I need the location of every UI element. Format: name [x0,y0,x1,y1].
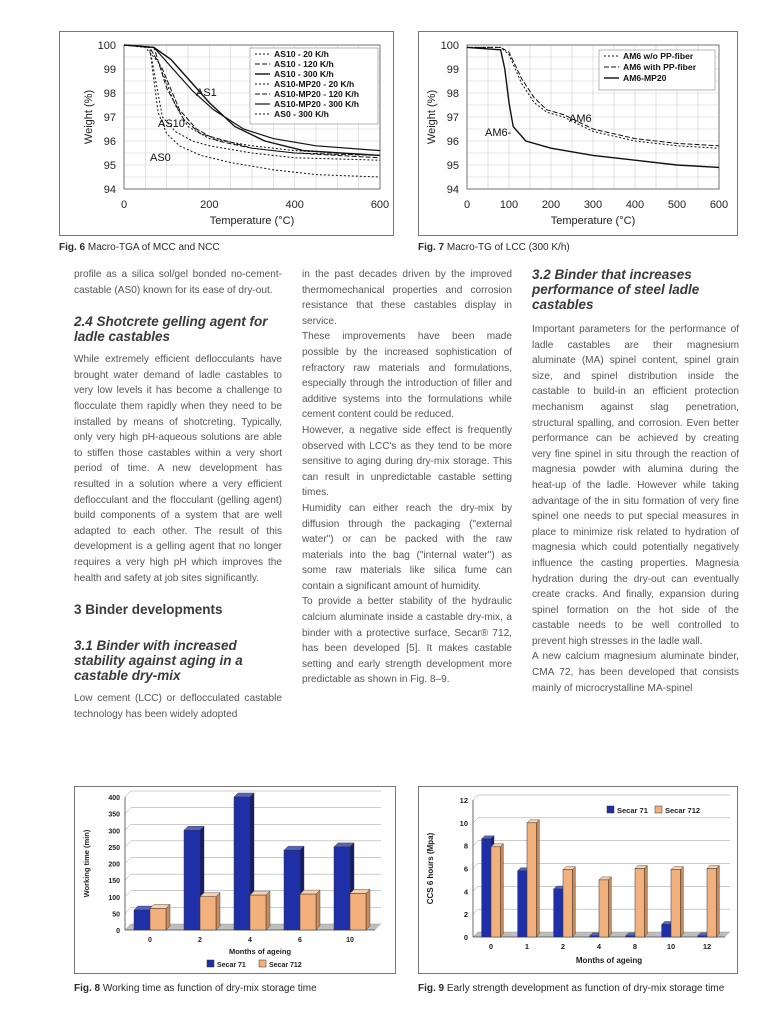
y-tick-label: 150 [108,878,120,886]
column-2 [302,267,512,688]
y-axis-label: CCS 6 hours (Mpa) [426,832,435,905]
curve-label: AS1 [196,87,217,99]
y-tick-label: 97 [446,112,459,124]
paragraph: Important parameters for the performance of ladle castables are their magnesium aluminate (MA) spinel content, spinel grain size, and spinel distribution inside the castable to build-in an efficient protection mechanism against slag penetration, structural spalling, and corrosion. Even better performance can be achieved by creating very fine spinel in situ through the reaction of magnesia powder with alumina during the heat-up of the ladle. However while taking advantage of the in situ formation of very fine spinel one needs to put special measures in place to minimize risk related to hydration of magnesia which could potentially negatively influence the casting properties. Magnesia hydration during the dry-out can eventually create cracks. And finally, expansion during spinel formation on the hot side of the castable needs to be well controlled to prevent high stresses in the ladle wall. [532,324,739,647]
x-axis-label: Temperature (°C) [209,215,295,227]
paragraph: While extremely efficient deflocculants have brought water demand of ladle castables to very low levels it has become a challenge to flocculate them rapidly when they need to be installed by means of shotcreting. Typically, only very high pH-aqueous solutions are able to stiffen those castables within a very short period of time. A new development has resulted in a solution where a very efficient deflocculant and the flocculant (gelling agent) build components of a system that are well adapted to each other. The result of this development is a gelling agent that no longer requires a very high pH which improves the health and safety at job sites significantly. [74,354,282,584]
bar-side [572,867,575,937]
x-axis-label: Temperature (°C) [550,215,636,227]
figure-6 [59,31,394,236]
legend-swatch [655,806,662,813]
paragraph: A new calcium magnesium aluminate binder, CMA 72, has been developed that consists mainly of microcrystalline MA-spinel [532,651,739,694]
x-tick-label: 0 [120,199,128,211]
x-tick-label: 0 [488,942,494,951]
x-tick-label: 2 [198,937,202,944]
bar-side [266,891,270,930]
legend-entry: AM6 with PP-fiber [623,62,697,72]
bar [671,870,680,937]
bar [482,839,491,937]
y-tick-label: 100 [97,40,116,52]
y-tick-label: 6 [463,864,468,874]
y-axis-label: Weight (%) [426,89,438,145]
bar [334,847,350,930]
caption-fig9-text: Early strength development as function of dry-mix storage time [446,983,725,994]
legend-entry: Secar 712 [269,962,302,969]
bar [184,830,200,930]
bar [599,880,608,937]
y-tick-label: 94 [446,184,459,196]
legend-swatch [607,806,614,813]
x-tick-label: 10 [346,937,354,944]
caption-fig8 [74,982,317,995]
grid-line [125,808,131,814]
y-tick-label: 0 [463,933,468,942]
x-tick-label: 4 [596,942,602,951]
curve-label: AS10 [158,118,185,130]
grid-line [473,909,478,914]
legend-entry: AS10-MP20 - 120 K/h [274,89,360,99]
caption-fig7 [418,241,570,254]
caption-fig9 [418,982,738,995]
bar-side [216,893,220,930]
paragraph: in the past decades driven by the improved thermomechanical properties and corrosion resistance that these castables display in service. [302,269,512,327]
paragraph: Humidity can either reach the dry-mix by diffusion through the packaging ("external water") or can be packed with the raw materials into the bag ("internal water") as some raw materials like silica fume can contain a significant amount of humidity. [302,502,512,592]
y-tick-label: 96 [103,136,116,148]
chart-fig6 [60,32,393,235]
y-tick-label: 12 [459,796,468,805]
bar [284,850,300,930]
caption-fig6 [59,241,220,254]
legend-entry: AS10 - 120 K/h [274,59,334,69]
y-axis-label: Weight (%) [83,89,95,145]
grid-line [473,864,478,869]
y-axis-label: Working time (min) [82,829,91,898]
bar [527,823,536,937]
y-tick-label: 10 [459,818,468,828]
caption-fig9-label: Fig. 9 [418,983,445,994]
y-tick-label: 100 [440,40,459,52]
grid-line [125,907,131,913]
x-tick-label: 500 [667,199,687,211]
y-tick-label: 4 [463,887,468,897]
y-tick-label: 400 [108,795,120,802]
paragraph: These improvements have been made possible by the increased sophistication of refractory raw materials and formulations, especially through the introduction of filler and additive systems into the formulations while cement content could be reduced. [302,331,512,421]
paragraph: Low cement (LCC) or deflocculated castable technology has been widely adopted [74,693,282,720]
heading-3-1: 3.1 Binder with increased stability against aging in a castable dry-mix [74,638,243,684]
bar-side [680,867,683,937]
paragraph: profile as a silica sol/gel bonded no-cement-castable (AS0) known for its ease of dry-out. [74,269,282,296]
x-tick-label: 200 [200,199,219,211]
x-tick-label: 12 [702,942,712,951]
y-tick-label: 98 [446,88,459,100]
grid-line [473,818,478,823]
bar [662,924,671,937]
grid-line [125,824,131,830]
x-tick-label: 4 [248,937,252,944]
chart-fig7 [419,32,737,235]
bar [234,797,250,930]
legend-entry: Secar 712 [665,806,701,815]
legend-entry: AS0 - 300 K/h [274,109,329,119]
y-tick-label: 200 [108,861,120,869]
caption-fig7-text: Macro-TG of LCC (300 K/h) [446,242,570,253]
bar [300,894,316,930]
heading-3-2: 3.2 Binder that increases performance of steel ladle castables [532,267,700,312]
column-1 [74,267,282,722]
figure-9 [418,786,738,974]
curve-label: AM6 [569,113,592,125]
x-axis-label: Months of ageing [575,956,643,965]
x-tick-label: 0 [463,199,471,211]
grid-line [125,874,131,880]
legend-swatch [207,960,214,967]
y-tick-label: 8 [463,841,468,851]
grid-line [473,841,478,846]
x-tick-label: 8 [632,942,638,951]
y-tick-label: 96 [446,136,459,148]
x-tick-label: 400 [625,199,645,211]
bar-side [608,877,611,937]
y-tick-label: 97 [103,112,116,124]
caption-fig8-text: Working time as function of dry-mix storage time [102,983,317,994]
legend-entry: AM6-MP20 [623,73,667,83]
x-tick-label: 2 [560,942,566,951]
bar-side [166,904,170,930]
legend-entry: AS10-MP20 - 20 K/h [274,79,355,89]
bar-side [644,866,647,938]
x-tick-label: 0 [148,937,152,944]
bar-side [500,844,503,937]
curve-label: AS0 [150,152,171,164]
figure-7 [418,31,738,236]
bar [698,936,707,937]
grid-line [125,791,131,797]
grid-line [473,795,478,800]
curve-label: AM6- [485,127,512,139]
y-tick-label: 2 [463,910,468,920]
x-tick-label: 200 [541,199,561,211]
legend-entry: Secar 71 [617,806,648,815]
y-tick-label: 99 [446,64,459,76]
bar [491,847,500,937]
x-tick-label: 600 [370,199,390,211]
legend-entry: Secar 71 [217,962,246,969]
y-tick-label: 50 [112,911,120,919]
bar [635,869,644,938]
figure-8 [74,786,396,974]
legend-swatch [259,960,266,967]
caption-fig6-text: Macro-TGA of MCC and NCC [87,242,220,253]
y-tick-label: 100 [108,894,120,902]
bar [554,889,563,937]
bar [563,870,572,937]
y-tick-label: 94 [103,184,116,196]
column-3 [532,267,739,696]
legend-entry: AS10 - 300 K/h [274,69,334,79]
y-tick-label: 350 [108,811,120,819]
bar-side [536,820,539,937]
legend-entry: AM6 w/o PP-fiber [623,51,694,61]
heading-3: 3 Binder developments [74,602,223,618]
grid-line [125,858,131,864]
paragraph: To provide a better stability of the hydraulic calcium aluminate inside a castable dry-mix, a binder with a protective surface, Secar® 712, has been developed [5]. It makes castable setting and early strength development more predictable as shown in Fig. 8–9. [302,596,512,686]
y-tick-label: 250 [108,844,120,852]
heading-2-4: 2.4 Shotcrete gelling agent for ladle castables [74,314,268,345]
bar [518,871,527,937]
x-tick-label: 1 [524,942,530,951]
grid-line [473,886,478,891]
y-tick-label: 98 [103,88,116,100]
bar [707,869,716,938]
y-tick-label: 95 [446,160,459,172]
caption-fig6-label: Fig. 6 [59,242,86,253]
bar [590,936,599,937]
bar-side [316,890,320,930]
x-tick-label: 10 [666,942,676,951]
y-tick-label: 95 [103,160,116,172]
y-tick-label: 300 [108,828,120,836]
caption-fig7-label: Fig. 7 [418,242,445,253]
legend-entry: AS10-MP20 - 300 K/h [274,99,360,109]
bar [250,895,266,930]
bar [626,936,635,937]
y-tick-label: 0 [116,928,120,935]
x-tick-label: 400 [285,199,304,211]
legend-entry: AS10 - 20 K/h [274,49,329,59]
paragraph: However, a negative side effect is frequently observed with LCC's as they tend to be more sensitive to aging during dry-mix storage. This can result in unpredictable castable setting times. [302,424,512,499]
y-tick-label: 99 [103,64,116,76]
bar [134,910,150,930]
x-axis-label: Months of ageing [228,947,292,956]
x-tick-label: 600 [709,199,729,211]
chart-fig9 [419,787,737,973]
x-tick-label: 300 [583,199,603,211]
bar-side [366,889,370,930]
grid-line [125,841,131,847]
x-tick-label: 6 [298,937,302,944]
caption-fig8-label: Fig. 8 [74,983,101,994]
chart-fig8 [75,787,395,973]
bar [200,897,216,930]
bar [350,893,366,930]
bar-side [716,866,719,938]
grid-line [125,891,131,897]
bar [150,908,166,930]
x-tick-label: 100 [499,199,519,211]
